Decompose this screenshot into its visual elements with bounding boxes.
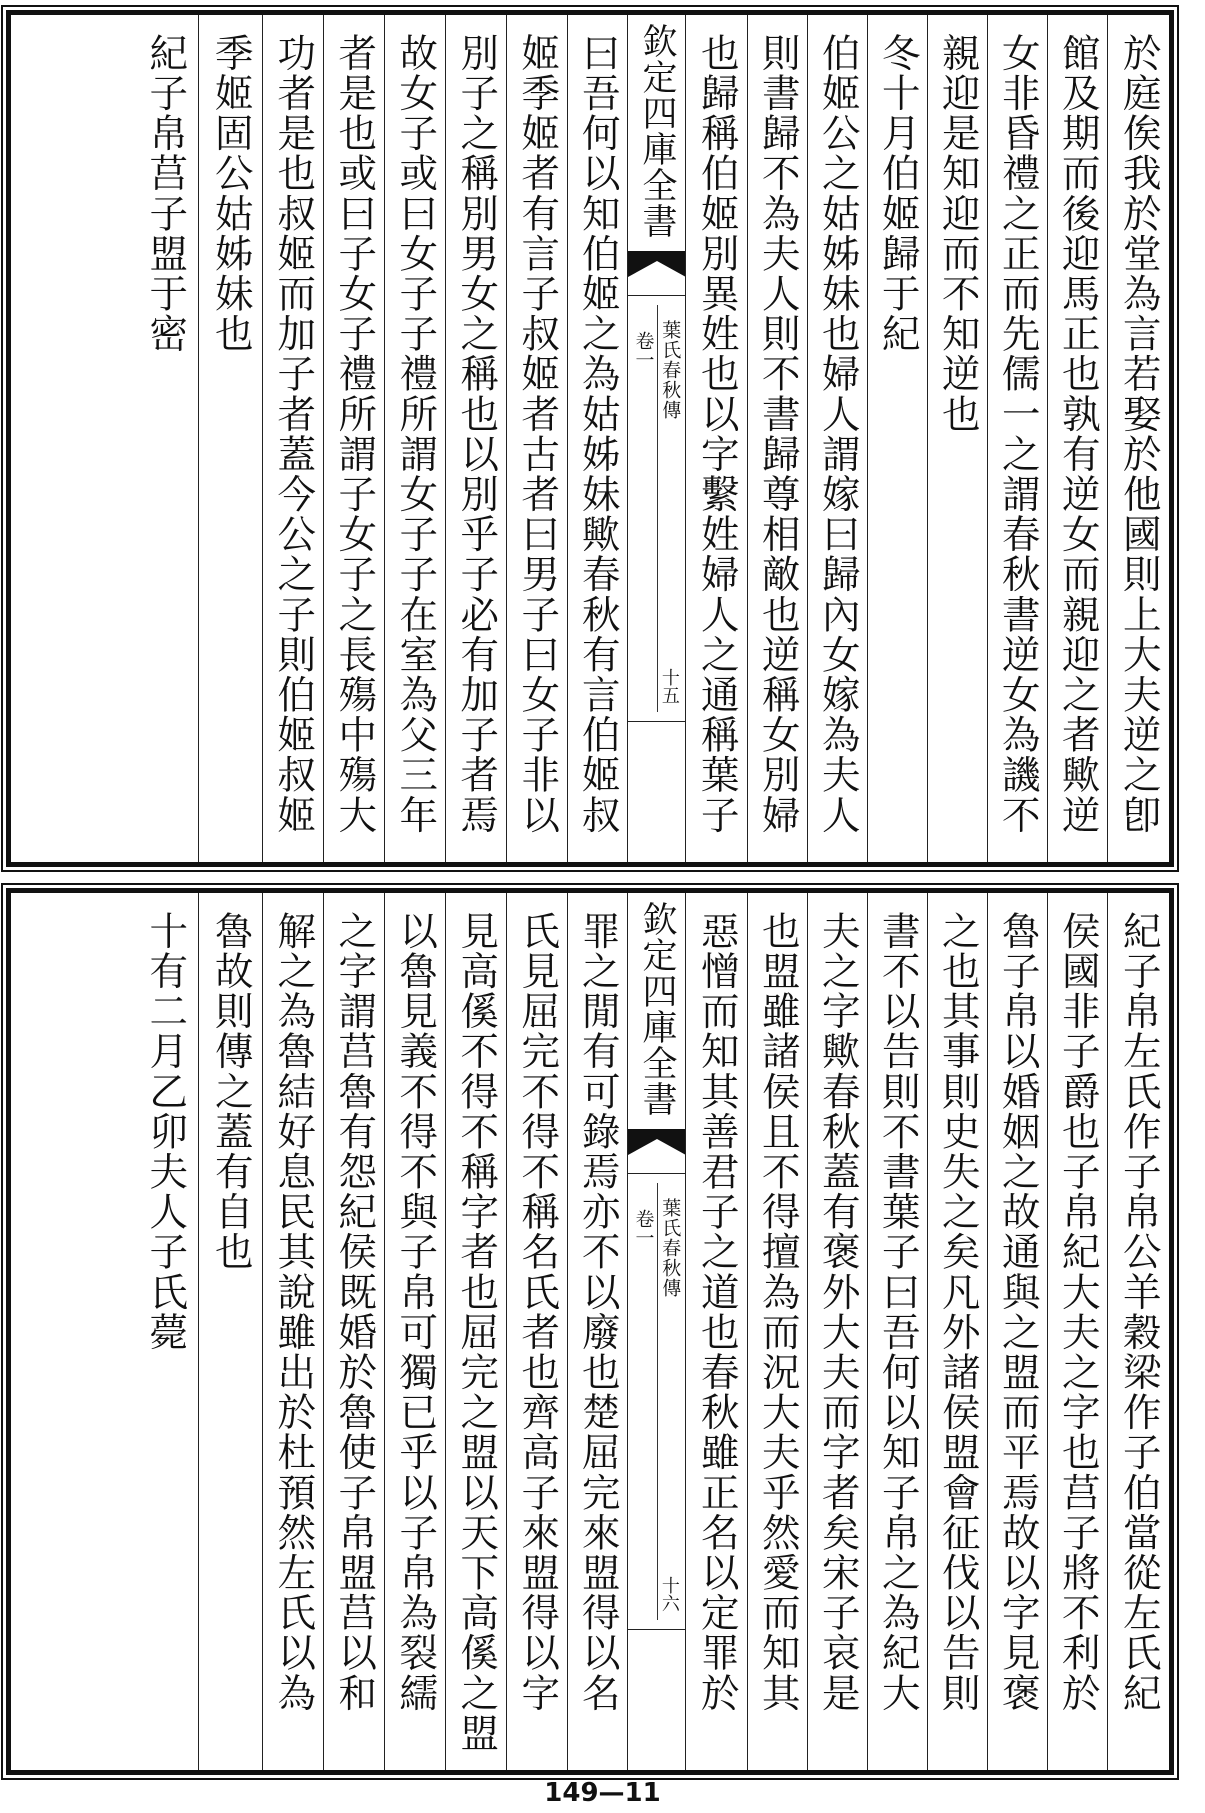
- fish-tail-mark-icon: [628, 1129, 685, 1155]
- column-text: 十有二月乙卯夫人子氏薨: [143, 911, 189, 1353]
- text-column: [1047, 893, 1107, 1770]
- banner-rule: [628, 1629, 685, 1630]
- column-text: 紀子帛左氏作子帛公羊穀梁作子伯當從左氏紀: [1116, 911, 1162, 1713]
- text-column: [323, 15, 384, 862]
- text-column: [384, 15, 445, 862]
- book-title: 欽定四庫全書: [637, 901, 677, 1117]
- column-text: 於庭俟我於堂為言若娶於他國則上大夫逆之卽: [1116, 33, 1162, 835]
- column-text: 則書歸不為夫人則不書歸尊相敵也逆稱女別婦: [755, 33, 801, 835]
- text-column: [1047, 15, 1107, 862]
- text-column: [1107, 15, 1169, 862]
- text-column: [987, 893, 1047, 1770]
- column-text: 親迎是知迎而不知逆也: [935, 33, 981, 434]
- text-column: [384, 893, 445, 1770]
- text-column: [927, 893, 987, 1770]
- banner-rule: [657, 1183, 658, 1620]
- column-text: 姬季姬者有言子叔姬者古者曰男子曰女子非以: [515, 33, 561, 835]
- text-column: [262, 893, 323, 1770]
- text-column: [323, 893, 384, 1770]
- column-text: 惡憎而知其善君子之道也春秋雖正名以定罪於: [694, 911, 740, 1713]
- text-column: [132, 15, 198, 862]
- text-column: [567, 15, 627, 862]
- juan-label: 卷一: [632, 331, 655, 369]
- page-upper: [6, 10, 1174, 867]
- centre-banner: [627, 893, 685, 1770]
- banner-rule: [628, 295, 685, 296]
- text-column: [685, 893, 747, 1770]
- juan-label: 卷一: [632, 1209, 655, 1247]
- column-text: 功者是也叔姬而加子者蓋今公之子則伯姬叔姬: [271, 33, 317, 835]
- page-number: 十五: [658, 668, 680, 704]
- text-column: [987, 15, 1047, 862]
- column-text: 也歸稱伯姬別異姓也以字繫姓婦人之通稱葉子: [694, 33, 740, 835]
- text-column: [506, 893, 567, 1770]
- column-text: 紀子帛莒子盟于密: [143, 33, 189, 354]
- short-title: 葉氏春秋傳: [659, 1198, 682, 1298]
- text-column: [867, 893, 927, 1770]
- column-text: 解之為魯結好息民其說雖出於杜預然左氏以為: [271, 911, 317, 1713]
- column-text: 別子之稱別男女之稱也以別乎子必有加子者焉: [454, 33, 500, 835]
- column-text: 罪之閒有可錄焉亦不以廢也楚屈完來盟得以名: [575, 911, 621, 1713]
- column-text: 者是也或曰子女子禮所謂子女子之長殤中殤大: [332, 33, 378, 835]
- text-column: [807, 893, 867, 1770]
- centre-banner: [627, 15, 685, 862]
- banner-rule: [657, 305, 658, 712]
- banner-rule: [628, 1173, 685, 1174]
- column-text: 曰吾何以知伯姬之為姑姊妹歟春秋有言伯姬叔: [575, 33, 621, 835]
- text-column: [927, 15, 987, 862]
- short-title: 葉氏春秋傳: [659, 320, 682, 420]
- text-column: [867, 15, 927, 862]
- page-footer-number: 149—11: [544, 1778, 661, 1808]
- column-text: 之字謂莒魯有怨紀侯既婚於魯使子帛盟莒以和: [332, 911, 378, 1713]
- fish-tail-mark-icon: [628, 251, 685, 277]
- column-text: 書不以告則不書葉子曰吾何以知子帛之為紀大: [875, 911, 921, 1713]
- book-title: 欽定四庫全書: [637, 23, 677, 239]
- text-column: [262, 15, 323, 862]
- column-text: 伯姬公之姑姊妹也婦人謂嫁曰歸內女嫁為夫人: [815, 33, 861, 835]
- text-column: [198, 893, 262, 1770]
- text-column: [1107, 893, 1169, 1770]
- column-text: 氏見屈完不得不稱名氏者也齊高子來盟得以字: [515, 911, 561, 1713]
- text-column: [807, 15, 867, 862]
- text-column: [567, 893, 627, 1770]
- text-column: [198, 15, 262, 862]
- column-text: 也盟雖諸侯且不得擅為而況大夫乎然愛而知其: [755, 911, 801, 1713]
- text-column: [685, 15, 747, 862]
- text-column: [445, 15, 506, 862]
- column-text: 魯子帛以婚姻之故通與之盟而平焉故以字見褒: [995, 911, 1041, 1713]
- column-text: 館及期而後迎馬正也孰有逆女而親迎之者歟逆: [1055, 33, 1101, 835]
- text-column: [445, 893, 506, 1770]
- column-text: 見高傒不得不稱字者也屈完之盟以天下高傒之盟: [454, 911, 500, 1754]
- column-text: 季姬固公姑姊妹也: [208, 33, 254, 354]
- text-column: [506, 15, 567, 862]
- text-column: [747, 893, 807, 1770]
- text-column: [132, 893, 198, 1770]
- banner-rule: [628, 721, 685, 722]
- page-number: 十六: [658, 1576, 680, 1612]
- column-text: 夫之字歟春秋蓋有褒外大夫而字者矣宋子哀是: [815, 911, 861, 1713]
- column-text: 侯國非子爵也子帛紀大夫之字也莒子將不利於: [1055, 911, 1101, 1713]
- column-text: 女非昏禮之正而先儒一之謂春秋書逆女為譏不: [995, 33, 1041, 835]
- column-text: 魯故則傳之蓋有自也: [208, 911, 254, 1272]
- column-text: 故女子或曰女子子禮所謂女子子在室為父三年: [393, 33, 439, 835]
- page-lower: [6, 888, 1174, 1775]
- text-column: [747, 15, 807, 862]
- column-text: 以魯見義不得不與子帛可獨已乎以子帛為裂繻: [393, 911, 439, 1713]
- column-text: 冬十月伯姬歸于紀: [875, 33, 921, 354]
- column-text: 之也其事則史失之矣凡外諸侯盟會征伐以告則: [935, 911, 981, 1713]
